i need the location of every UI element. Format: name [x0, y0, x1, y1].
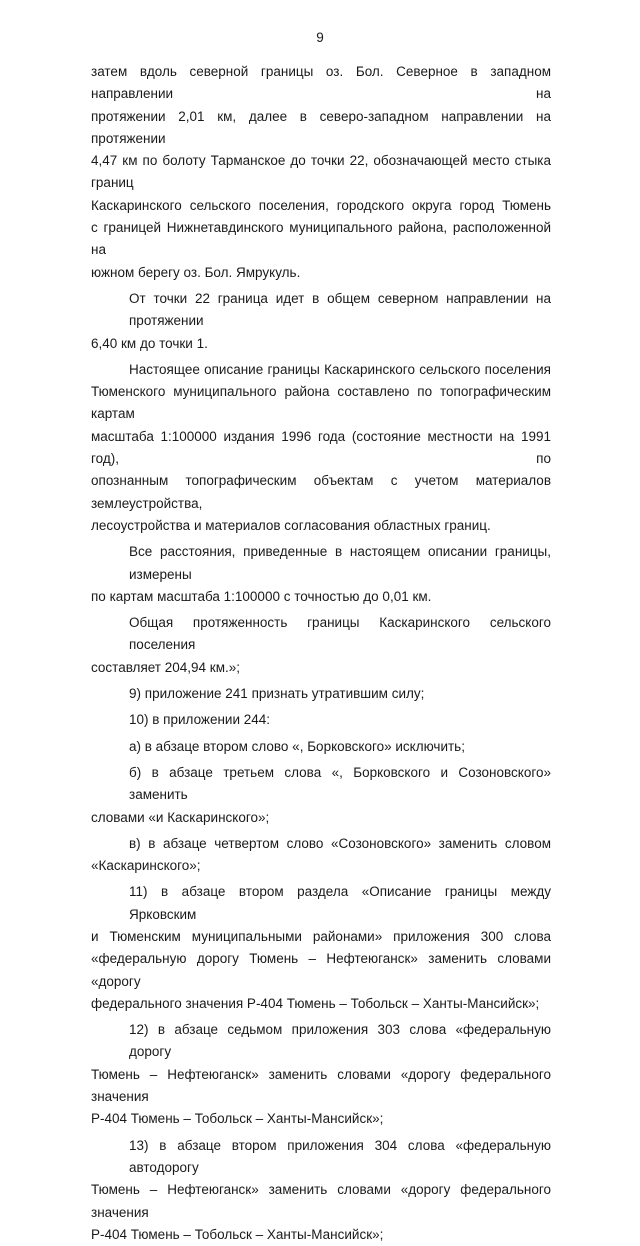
paragraph	[91, 881, 551, 1015]
text-line: Тюмень – Нефтеюганск» заменить словами «дорогу федерального значения	[91, 1066, 551, 1105]
text-line: Тюменского муниципального района составлено по топографическим картам	[91, 384, 551, 422]
text-line: Все расстояния, приведенные в настоящем описании границы, измерены	[129, 544, 551, 582]
paragraph	[91, 612, 551, 679]
text-line: по картам масштаба 1:100000 с точностью до 0,01 км.	[91, 588, 432, 604]
paragraph	[91, 1135, 551, 1246]
text-line: Р-404 Тюмень – Тобольск – Ханты-Мансийск»;	[91, 1226, 384, 1242]
text-line: в) в абзаце четвертом слово «Созоновского» заменить словом	[129, 835, 551, 851]
text-line: б) в абзаце третьем слова «, Борковского и Созоновского» заменить	[129, 764, 551, 803]
text-line: 6,40 км до точки 1.	[91, 335, 208, 351]
text-line: «федеральную дорогу Тюмень – Нефтеюганск» заменить словами «дорогу	[91, 951, 551, 989]
text-line: 10) в приложении 244:	[129, 712, 271, 728]
text-line: масштаба 1:100000 издания 1996 года (состояние местности на 1991 год), по	[91, 428, 551, 467]
text-line: Тюмень – Нефтеюганск» заменить словами «дорогу федерального значения	[91, 1182, 551, 1220]
text-line: составляет 204,94 км.»;	[91, 659, 240, 675]
text-line: «Каскаринского»;	[91, 858, 201, 874]
paragraph	[91, 709, 551, 731]
page-number: 9	[316, 30, 324, 45]
paragraph	[91, 288, 551, 355]
text-line: Каскаринского сельского поселения, городского округа город Тюмень	[91, 197, 551, 213]
paragraph	[91, 61, 551, 284]
document-body	[91, 61, 551, 1246]
text-line: 4,47 км по болоту Тарманское до точки 22, обозначающей место стыка границ	[91, 153, 551, 191]
text-line: с границей Нижнетавдинского муниципального района, расположенной на	[91, 220, 551, 258]
text-line: а) в абзаце втором слово «, Борковского» исключить;	[129, 738, 465, 754]
text-line: Р-404 Тюмень – Тобольск – Ханты-Мансийск»;	[91, 1111, 384, 1127]
text-line: словами «и Каскаринского»;	[91, 809, 270, 825]
text-line: 13) в абзаце втором приложения 304 слова «федеральную автодорогу	[129, 1137, 551, 1175]
text-line: южном берегу оз. Бол. Ямрукуль.	[91, 264, 301, 280]
text-line: 9) приложение 241 признать утратившим силу;	[129, 686, 425, 702]
paragraph	[91, 1019, 551, 1130]
paragraph	[91, 541, 551, 608]
paragraph	[91, 683, 551, 705]
text-line: лесоустройства и материалов согласования областных границ.	[91, 517, 491, 533]
text-line: От точки 22 граница идет в общем северном направлении на протяжении	[129, 290, 551, 329]
paragraph	[91, 359, 551, 537]
text-line: и Тюменским муниципальными районами» приложения 300 слова	[91, 928, 551, 944]
text-line: протяжении 2,01 км, далее в северо-западном направлении на протяжении	[91, 108, 551, 146]
text-line: Настоящее описание границы Каскаринского сельского поселения	[129, 361, 551, 377]
text-line: 11) в абзаце втором раздела «Описание границы между Ярковским	[129, 884, 551, 922]
paragraph	[91, 762, 551, 829]
text-line: опознанным топографическим объектам с учетом материалов землеустройства,	[91, 473, 551, 511]
paragraph	[91, 736, 551, 758]
text-line: Общая протяженность границы Каскаринского сельского поселения	[129, 615, 551, 653]
text-line: федерального значения Р-404 Тюмень – Тобольск – Ханты-Мансийск»;	[91, 995, 540, 1011]
paragraph	[91, 833, 551, 878]
text-line: 12) в абзаце седьмом приложения 303 слова «федеральную дорогу	[129, 1022, 551, 1060]
text-line: затем вдоль северной границы оз. Бол. Северное в западном направлении на	[91, 64, 551, 102]
